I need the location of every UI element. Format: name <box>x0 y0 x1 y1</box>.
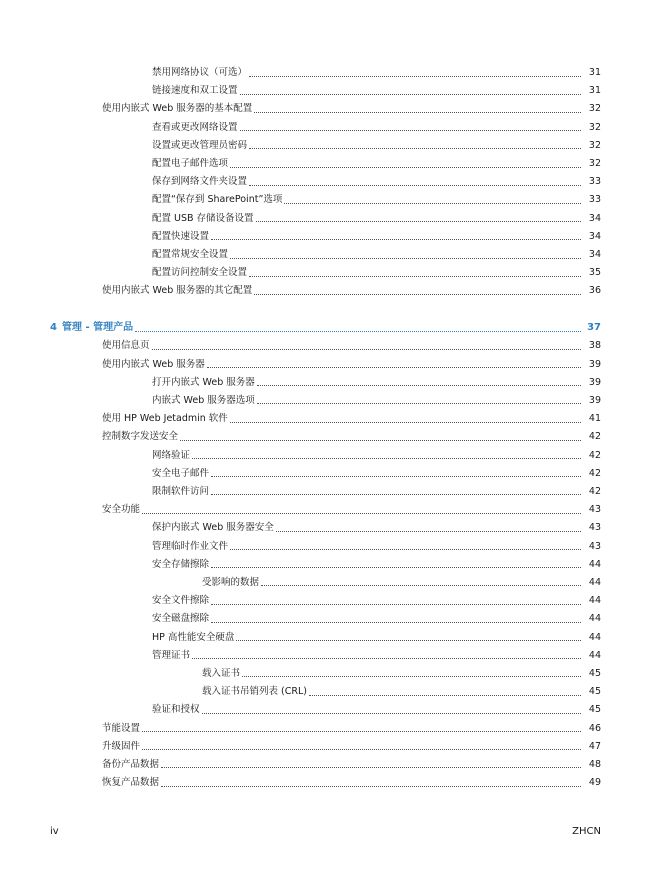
toc-entry-title: 验证和授权 <box>152 704 200 716</box>
language-code: ZHCN <box>572 826 601 837</box>
toc-entry-title: 内嵌式 Web 服务器选项 <box>152 394 255 406</box>
toc-entry[interactable] <box>152 191 601 209</box>
toc-page-number: 39 <box>588 376 601 388</box>
toc-entry[interactable] <box>102 282 601 300</box>
toc-page-number: 44 <box>588 595 601 607</box>
dot-leader <box>211 603 581 605</box>
toc-chapter-number: 4 <box>50 322 57 334</box>
toc-page-number: 36 <box>588 285 601 297</box>
toc-entry-title: 保存到网络文件夹设置 <box>152 176 248 188</box>
toc-page-number: 44 <box>588 649 601 661</box>
toc-entry[interactable] <box>152 610 601 628</box>
toc-entry[interactable] <box>152 173 601 191</box>
toc-page-number: 42 <box>588 467 601 479</box>
dot-leader <box>211 475 581 477</box>
dot-leader <box>256 220 581 222</box>
toc-entry-title: 升级固件 <box>102 740 141 752</box>
toc-entry[interactable] <box>152 465 601 483</box>
toc-entry[interactable] <box>152 556 601 574</box>
toc-entry-title: 配置 USB 存储设备设置 <box>152 212 254 224</box>
toc-entry[interactable] <box>152 228 601 246</box>
toc-page-number: 44 <box>588 576 601 588</box>
dot-leader <box>230 421 581 423</box>
toc-entry[interactable] <box>102 738 601 756</box>
toc-entry-title: 配置常规安全设置 <box>152 249 229 260</box>
toc-page-number: 43 <box>588 540 601 552</box>
dot-leader <box>192 457 581 459</box>
toc-page-number: 32 <box>588 103 601 115</box>
dot-leader <box>242 675 581 677</box>
toc-entry-title: 安全存储擦除 <box>152 558 210 570</box>
toc-entry-title: 载入证书 <box>202 667 241 679</box>
toc-page-number: 46 <box>588 722 601 734</box>
toc-entry[interactable] <box>152 519 601 537</box>
toc-entry[interactable] <box>152 374 601 392</box>
dot-leader <box>161 785 581 787</box>
toc-entry[interactable] <box>102 756 601 774</box>
toc-entry-title: 管理临时作业文件 <box>152 540 229 552</box>
toc-entry-title: 管理证书 <box>152 649 191 661</box>
dot-leader <box>249 147 581 149</box>
toc-page-number: 39 <box>588 358 601 370</box>
dot-leader <box>135 330 581 332</box>
dot-leader <box>230 257 581 259</box>
dot-leader <box>192 657 581 659</box>
toc-entry-title: 禁用网络协议（可选） <box>152 67 248 78</box>
toc-page-number: 42 <box>588 431 601 443</box>
toc-page-number: 32 <box>588 158 601 169</box>
toc-entry[interactable] <box>152 392 601 410</box>
toc-entry[interactable] <box>152 155 601 173</box>
toc-page-number: 39 <box>588 394 601 406</box>
toc-page-number: 43 <box>588 522 601 534</box>
toc-page-number: 41 <box>588 413 601 425</box>
dot-leader <box>142 730 581 732</box>
toc-entry[interactable] <box>102 356 601 374</box>
dot-leader <box>211 621 581 623</box>
dot-leader <box>142 512 581 514</box>
dot-leader <box>152 348 581 350</box>
toc-page-number: 45 <box>588 686 601 698</box>
toc-entry-title: 备份产品数据 <box>102 758 160 770</box>
toc-entry[interactable] <box>152 483 601 501</box>
toc-page-number: 34 <box>588 249 601 260</box>
dot-leader <box>254 111 581 113</box>
dot-leader <box>240 129 581 131</box>
toc-entry-title: 设置或更改管理员密码 <box>152 139 248 151</box>
toc-entry-title: HP 高性能安全硬盘 <box>152 631 235 643</box>
dot-leader <box>236 639 581 641</box>
toc-page-number: 32 <box>588 139 601 151</box>
toc-page-number: 48 <box>588 758 601 770</box>
toc-page-number: 43 <box>588 504 601 516</box>
page-number: iv <box>50 826 59 837</box>
toc-entry[interactable] <box>152 82 601 100</box>
toc-page-number: 35 <box>588 267 601 279</box>
toc-entry-title: 控制数字发送安全 <box>102 431 179 443</box>
dot-leader <box>207 366 581 368</box>
toc-entry-title: 配置快速设置 <box>152 230 210 242</box>
toc-page-number: 33 <box>588 194 601 206</box>
toc-page-number: 45 <box>588 704 601 716</box>
dot-leader <box>211 238 581 240</box>
dot-leader <box>211 493 581 495</box>
toc-entry[interactable] <box>102 100 601 118</box>
toc-page-number: 44 <box>588 613 601 625</box>
dot-leader <box>211 566 581 568</box>
toc-entry[interactable] <box>152 447 601 465</box>
toc-entry[interactable] <box>102 720 601 738</box>
dot-leader <box>249 275 581 277</box>
toc-entry-title: 安全磁盘擦除 <box>152 613 210 625</box>
toc-entry[interactable] <box>152 701 601 719</box>
dot-leader <box>249 184 581 186</box>
toc-page-number: 49 <box>588 777 601 789</box>
toc-entry[interactable] <box>152 119 601 137</box>
toc-page-number: 42 <box>588 449 601 461</box>
dot-leader <box>276 530 581 532</box>
toc-entry-title: 受影响的数据 <box>202 576 260 588</box>
toc-page-number: 32 <box>588 121 601 133</box>
toc-entry[interactable] <box>152 264 601 282</box>
toc-page-number: 47 <box>588 740 601 752</box>
toc-page-number: 44 <box>588 631 601 643</box>
toc-entry-title: 节能设置 <box>102 722 141 734</box>
dot-leader <box>230 548 581 550</box>
dot-leader <box>309 694 581 696</box>
toc-entry[interactable] <box>152 538 601 556</box>
toc-page-number: 34 <box>588 230 601 242</box>
toc-entry-title: 配置电子邮件选项 <box>152 158 229 169</box>
dot-leader <box>240 93 581 95</box>
toc-entry-title: 恢复产品数据 <box>102 777 160 789</box>
toc-page-number: 31 <box>588 67 601 78</box>
toc-entry[interactable] <box>102 428 601 446</box>
toc-entry-title: 安全功能 <box>102 504 141 516</box>
dot-leader <box>284 202 581 204</box>
toc-entry[interactable] <box>152 210 601 228</box>
dot-leader <box>249 75 581 77</box>
dot-leader <box>202 712 581 714</box>
toc-entry[interactable] <box>152 647 601 665</box>
toc-entry[interactable] <box>202 683 601 701</box>
toc-entry-title: 限制软件访问 <box>152 485 210 497</box>
toc-entry[interactable] <box>202 665 601 683</box>
toc-entry-title: 使用 HP Web Jetadmin 软件 <box>102 413 228 425</box>
toc-page-number: 33 <box>588 176 601 188</box>
toc-entry-title: 安全电子邮件 <box>152 467 210 479</box>
toc-chapter-title: 管理 - 管理产品 <box>62 322 134 334</box>
toc-entry-title: 配置访问控制安全设置 <box>152 267 248 279</box>
toc-entry[interactable] <box>152 629 601 647</box>
toc-entry-title: 使用内嵌式 Web 服务器的基本配置 <box>102 103 253 115</box>
toc-entry-title: 使用内嵌式 Web 服务器的其它配置 <box>102 285 253 297</box>
dot-leader <box>180 439 581 441</box>
toc-page-number: 37 <box>587 322 601 334</box>
toc-entry-title: 查看或更改网络设置 <box>152 121 238 133</box>
dot-leader <box>142 748 581 750</box>
dot-leader <box>261 584 581 586</box>
dot-leader <box>161 766 581 768</box>
toc-entry[interactable] <box>152 246 601 264</box>
toc-page-number: 31 <box>588 85 601 97</box>
toc-entry-title: 使用信息页 <box>102 340 150 352</box>
toc-entry[interactable] <box>152 64 601 82</box>
toc-entry-title: 网络验证 <box>152 449 191 461</box>
toc-page-number: 42 <box>588 485 601 497</box>
toc-page-number: 45 <box>588 667 601 679</box>
toc-entry-title: 链接速度和双工设置 <box>152 85 238 97</box>
toc-entry[interactable] <box>102 337 601 355</box>
toc-page-number: 38 <box>588 340 601 352</box>
toc-entry[interactable] <box>152 592 601 610</box>
toc-entry[interactable] <box>202 574 601 592</box>
toc-entry-title: 保护内嵌式 Web 服务器安全 <box>152 522 274 534</box>
toc-page-number: 44 <box>588 558 601 570</box>
toc-page-number: 34 <box>588 212 601 224</box>
toc-entry-title: 使用内嵌式 Web 服务器 <box>102 358 205 370</box>
toc-entry-title: 安全文件擦除 <box>152 595 210 607</box>
toc-entry-title: 打开内嵌式 Web 服务器 <box>152 376 255 388</box>
dot-leader <box>257 402 581 404</box>
dot-leader <box>257 384 581 386</box>
toc-entry[interactable] <box>102 774 601 792</box>
toc-entry[interactable] <box>152 137 601 155</box>
toc-chapter-entry[interactable] <box>50 319 601 337</box>
toc-entry[interactable] <box>102 501 601 519</box>
toc-entry-title: 配置“保存到 SharePoint”选项 <box>152 194 283 206</box>
toc-entry[interactable] <box>102 410 601 428</box>
dot-leader <box>254 293 581 295</box>
dot-leader <box>230 166 581 168</box>
toc-entry-title: 载入证书吊销列表 (CRL) <box>202 686 307 698</box>
